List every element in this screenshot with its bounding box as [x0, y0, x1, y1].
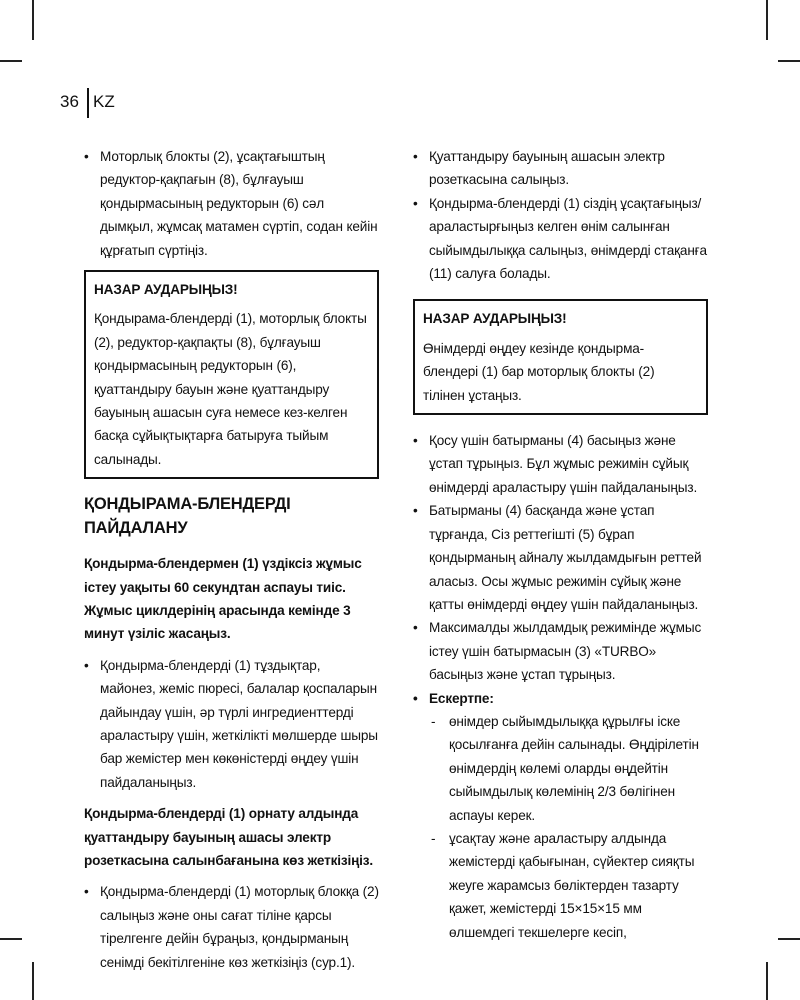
crop-mark-top-right	[766, 0, 768, 40]
right-bullet-1: • Қуаттандыру бауының ашасын электр розеткасына салыңыз.	[413, 145, 708, 192]
crop-mark-top-right-h	[778, 60, 800, 62]
left-warning-title: НАЗАР АУДАРЫҢЫЗ!	[94, 282, 238, 298]
note-item-2: - ұсақтау және араластыру алдында жемістерді қабығынан, сүйектер сияқты жеуге жарамсыз бөліктерден тазарту қажет, жемістерді 15×15×15 мм өлшемдегі текшелерге кесіп,	[425, 827, 708, 944]
left-warning-box	[84, 270, 379, 479]
left-warning-text: Қондырама-блендерді (1), моторлық блокты (2), редуктор-қақпақты (8), бұлғауыш қондырмасының редукторын (6), қуаттандыру бауын және қуаттандыру бауының ашасын суға немесе кез-келген басқа сұйықтықтарға батыруға тыйым салынады.	[94, 311, 367, 467]
left-column	[84, 145, 379, 974]
left-bullet-1: • Қондырма-блендерді (1) тұздықтар, майонез, жеміс пюресі, балалар қоспаларын дайындау үшін, әр түрлі ингредиенттерді араластыру үшін, жеткілікті мөлшерде шыры бар жемістер мен көкөністерді өңдеу үшін пайдаланыңыз.	[84, 654, 379, 794]
right-warning-text: Өнімдерді өңдеу кезінде қондырма-блендері (1) бар моторлық блокты (2) тілінен ұстаңыз.	[423, 340, 655, 403]
left-intro-bullet: • Моторлық блокты (2), ұсақтағыштың редуктор-қақпағын (8), бұлғауыш қондырмасының редукторын (6) сәл дымқыл, жұмсақ матамен сүртіп, содан кейін құрғатып сүртіңіз.	[84, 145, 379, 262]
right-bullet-5: • Максималды жылдамдық режимінде жұмыс істеу үшін батырмасын (3) «TURBO» басыңыз және ұстап тұрыңыз.	[413, 616, 708, 686]
right-bullet-2: • Қондырма-блендерді (1) сіздің ұсақтағыңыз/араластырғыңыз келген өнім салынған сыйымдылыққа салыңыз, өнімдерді стақанға (11) салуға болады.	[413, 192, 708, 286]
right-column	[413, 145, 708, 944]
bold-paragraph-2: Қондырма-блендерді (1) орнату алдында қуаттандыру бауының ашасы электр розеткасына салынбағанына көз жеткізіңіз.	[84, 806, 374, 868]
left-bullet-2: • Қондырма-блендерді (1) моторлық блокқа (2) салыңыз және оны сағат тіліне қарсы тірелгенге дейін бұраңыз, қондырманың сенімді бекітілгеніне көз жеткізіңіз (сур.1).	[84, 880, 379, 974]
crop-mark-bottom-left	[32, 962, 34, 1000]
language-code: KZ	[93, 92, 115, 111]
crop-mark-top-left-h	[0, 60, 22, 62]
page-number: 36	[60, 92, 79, 111]
right-warning-title: НАЗАР АУДАРЫҢЫЗ!	[423, 311, 567, 327]
crop-mark-top-left	[32, 0, 34, 40]
crop-mark-bottom-left-h	[0, 938, 22, 940]
header-separator	[87, 88, 89, 118]
note-label: • Ескертпе:	[413, 687, 708, 710]
note-item-1: - өнімдер сыйымдылыққа құрылғы іске қосылғанға дейін салынады. Өңдірілетін өнімдердің көлемі оларды өңдейтін сыйымдылық көлемінің 2/3 бөлігінен аспауы керек.	[425, 710, 708, 827]
right-bullet-4: • Батырманы (4) басқанда және ұстап тұрғанда, Сіз реттегішті (5) бұрап қондырманың айналу жылдамдығын реттей аласыз. Осы жұмыс режимін сұйық және қатты өнімдерді өңдеу үшін пайдаланыңыз.	[413, 499, 708, 616]
section-heading: ҚОНДЫРАМА-БЛЕНДЕРДІ ПАЙДАЛАНУ	[84, 495, 291, 537]
right-bullet-3: • Қосу үшін батырманы (4) басыңыз және ұстап тұрыңыз. Бұл жұмыс режимін сұйық өнімдерді араластыру үшін пайдаланыңыз.	[413, 429, 708, 499]
right-warning-box	[413, 299, 708, 415]
bold-paragraph-1: Қондырма-блендермен (1) үздіксіз жұмыс істеу уақыты 60 секундтан аспауы тиіс. Жұмыс циклдерінің арасында кемінде 3 минут үзіліс жасаңыз.	[84, 556, 362, 642]
crop-mark-bottom-right	[766, 962, 768, 1000]
crop-mark-bottom-right-h	[778, 938, 800, 940]
